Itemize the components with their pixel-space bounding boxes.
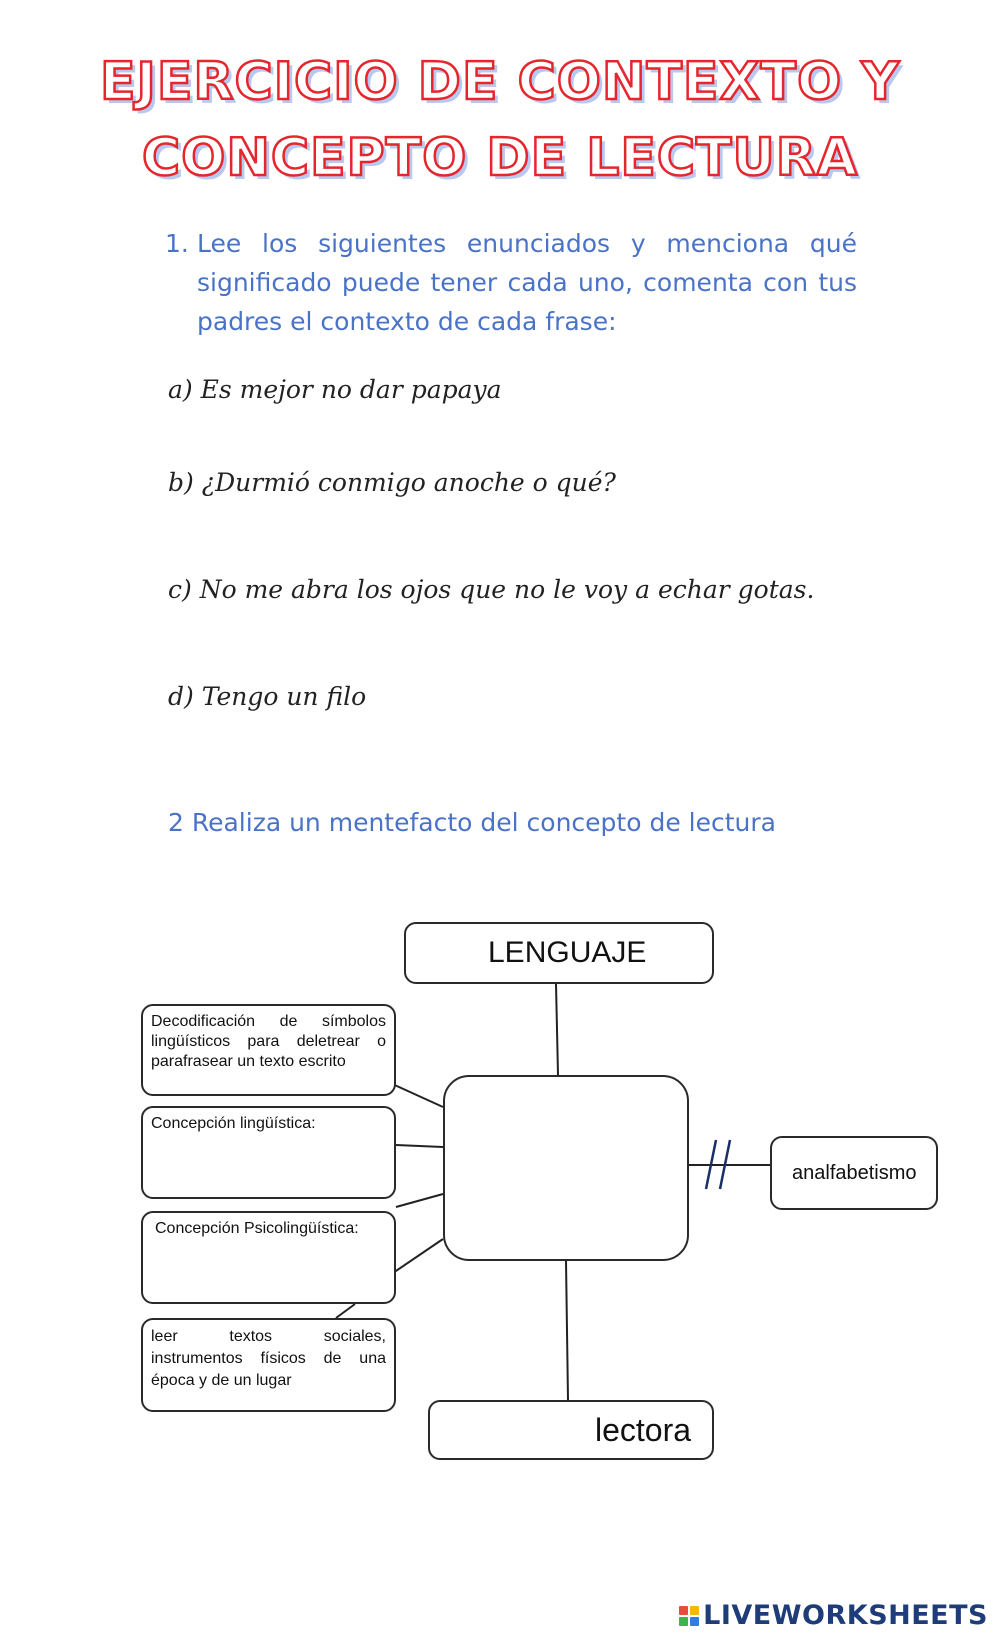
title-line-1: EJERCICIO DE CONTEXTO Y [100,52,900,112]
question-1-number: 1. [165,229,189,258]
central-concept-box[interactable] [443,1075,689,1261]
sentence-b: b) ¿Durmió conmigo anoche o qué? [168,468,616,497]
line-deco-to-center [388,1082,443,1107]
sentence-d: d) Tengo un filo [168,682,367,711]
line-lenguaje-to-center [556,984,558,1075]
logo-square-yellow [690,1606,699,1615]
logo-square-green [679,1617,688,1626]
line-center-to-lectora [566,1261,568,1400]
isoordinate-box-leer-textos: leer textos sociales, instrumentos físicos de una época y de un lugar [141,1318,396,1412]
infraordinate-box: lectora [428,1400,714,1460]
isoordinate-box-decodificacion: Decodificación de símbolos lingüísticos para deletrear o parafrasear un texto escrito [141,1004,396,1096]
exclusion-box: analfabetismo [770,1136,938,1210]
line-psico-to-leer [336,1304,355,1318]
line-ling-to-center [396,1145,443,1147]
isoordinate-box-linguistica[interactable]: Concepción lingüística: [141,1106,396,1199]
line-psico-to-center [396,1194,443,1207]
liveworksheets-logo [679,1600,988,1631]
supraordinate-box: LENGUAJE [404,922,714,984]
liveworksheets-logo-text: LIVEWORKSHEETS [703,1600,988,1631]
sentence-c: c) No me abra los ojos que no le voy a echar gotas. [168,575,815,604]
logo-square-blue [690,1617,699,1626]
sentence-a: a) Es mejor no dar papaya [168,375,502,404]
question-2-text: 2 Realiza un mentefacto del concepto de lectura [168,808,776,837]
logo-square-red [679,1606,688,1615]
title-line-2: CONCEPTO DE LECTURA [141,128,859,188]
isoordinate-box-psicolinguistica[interactable]: Concepción Psicolingüística: [141,1211,396,1304]
line-leer-to-center [390,1239,443,1275]
liveworksheets-logo-icon [679,1606,699,1626]
question-1-text: Lee los siguientes enunciados y menciona qué significado puede tener cada uno, comenta con tus padres el contexto de cada frase: [197,229,857,336]
